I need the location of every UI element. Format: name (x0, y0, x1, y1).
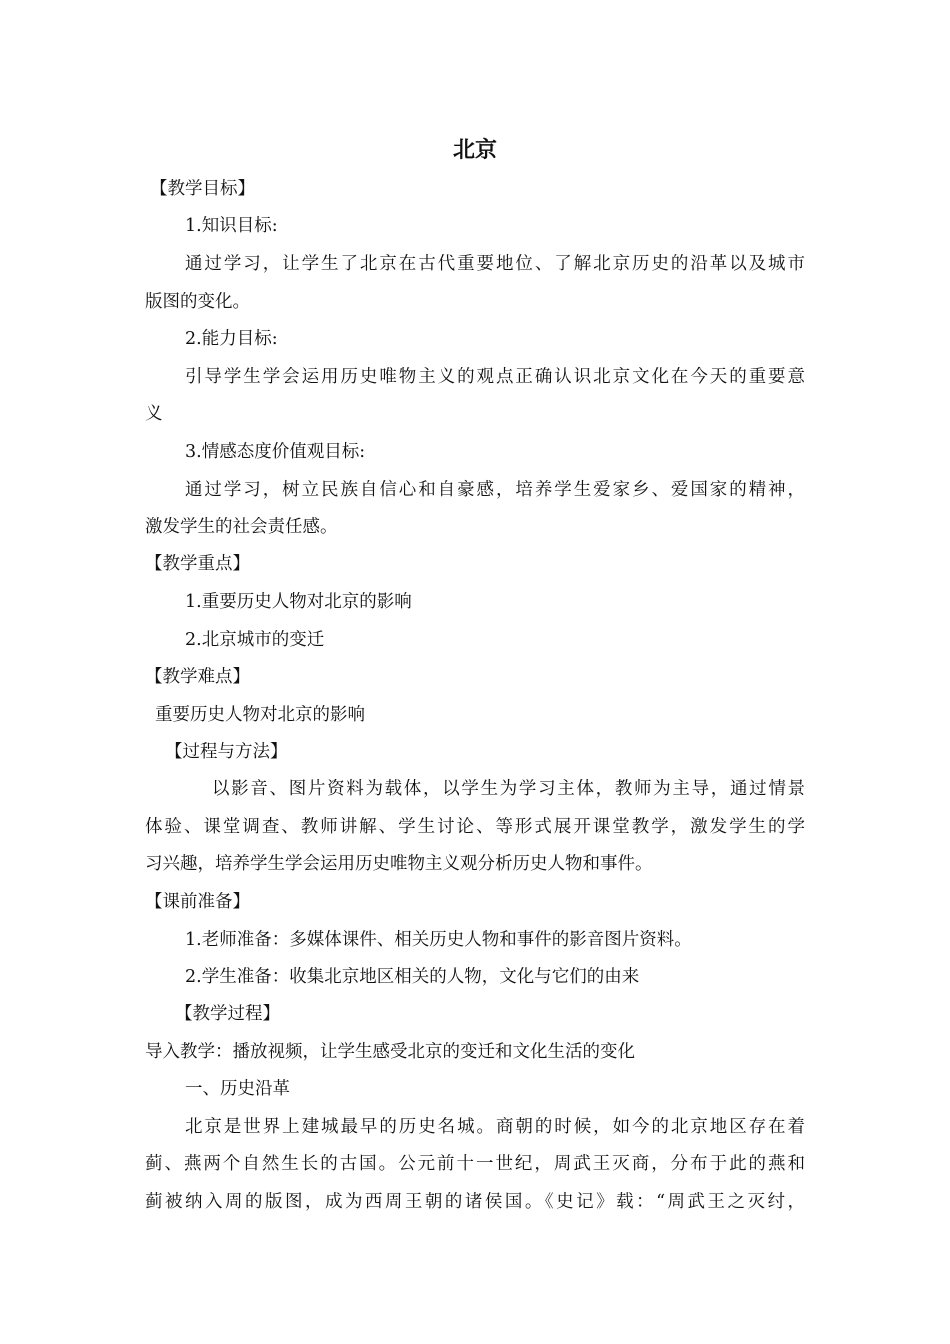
section-heading-preparation: 【课前准备】 (145, 892, 250, 912)
paragraph-line: 导入教学：播放视频，让学生感受北京的变迁和文化生活的变化 (145, 1042, 635, 1062)
paragraph-line: 重要历史人物对北京的影响 (155, 705, 365, 725)
item-attitude-goal: 3.情感态度价值观目标: (185, 442, 366, 462)
section-heading-difficulties: 【教学难点】 (145, 667, 250, 687)
list-item: 1.老师准备：多媒体课件、相关历史人物和事件的影音图片资料。 (185, 930, 692, 950)
item-ability-goal: 2.能力目标: (185, 329, 278, 349)
paragraph-line: 激发学生的社会责任感。 (145, 517, 338, 537)
section-heading-objectives: 【教学目标】 (150, 179, 255, 199)
paragraph-line: 体验、课堂调查、教师讲解、学生讨论、等形式展开课堂教学，激发学生的学 (145, 817, 805, 837)
section-heading-methods: 【过程与方法】 (165, 742, 288, 762)
list-item: 2.学生准备：收集北京地区相关的人物，文化与它们的由来 (185, 967, 640, 987)
list-item: 1.重要历史人物对北京的影响 (185, 592, 412, 612)
page-title: 北京 (452, 138, 497, 163)
paragraph-line: 通过学习，让学生了北京在古代重要地位、了解北京历史的沿革以及城市 (185, 254, 805, 274)
subsection-heading: 一、历史沿革 (185, 1079, 290, 1099)
paragraph-line: 习兴趣，培养学生学会运用历史唯物主义观分析历史人物和事件。 (145, 854, 653, 874)
section-heading-key-points: 【教学重点】 (145, 554, 250, 574)
section-heading-process: 【教学过程】 (175, 1004, 280, 1024)
paragraph-line: 义 (145, 404, 163, 424)
paragraph-line: 版图的变化。 (145, 292, 250, 312)
paragraph-line: 引导学生学会运用历史唯物主义的观点正确认识北京文化在今天的重要意 (185, 367, 805, 387)
item-knowledge-goal: 1.知识目标: (185, 216, 278, 236)
paragraph-line: 通过学习，树立民族自信心和自豪感，培养学生爱家乡、爱国家的精神， (185, 480, 805, 500)
paragraph-line: 北京是世界上建城最早的历史名城。商朝的时候，如今的北京地区存在着 (185, 1117, 805, 1137)
paragraph-line: 以影音、图片资料为载体，以学生为学习主体，教师为主导，通过情景 (212, 779, 805, 799)
paragraph-line: 蓟、燕两个自然生长的古国。公元前十一世纪，周武王灭商，分布于此的燕和 (145, 1154, 805, 1174)
list-item: 2.北京城市的变迁 (185, 630, 325, 650)
paragraph-line: 蓟被纳入周的版图，成为西周王朝的诸侯国。《史记》载：“周武王之灭纣， (145, 1192, 805, 1212)
